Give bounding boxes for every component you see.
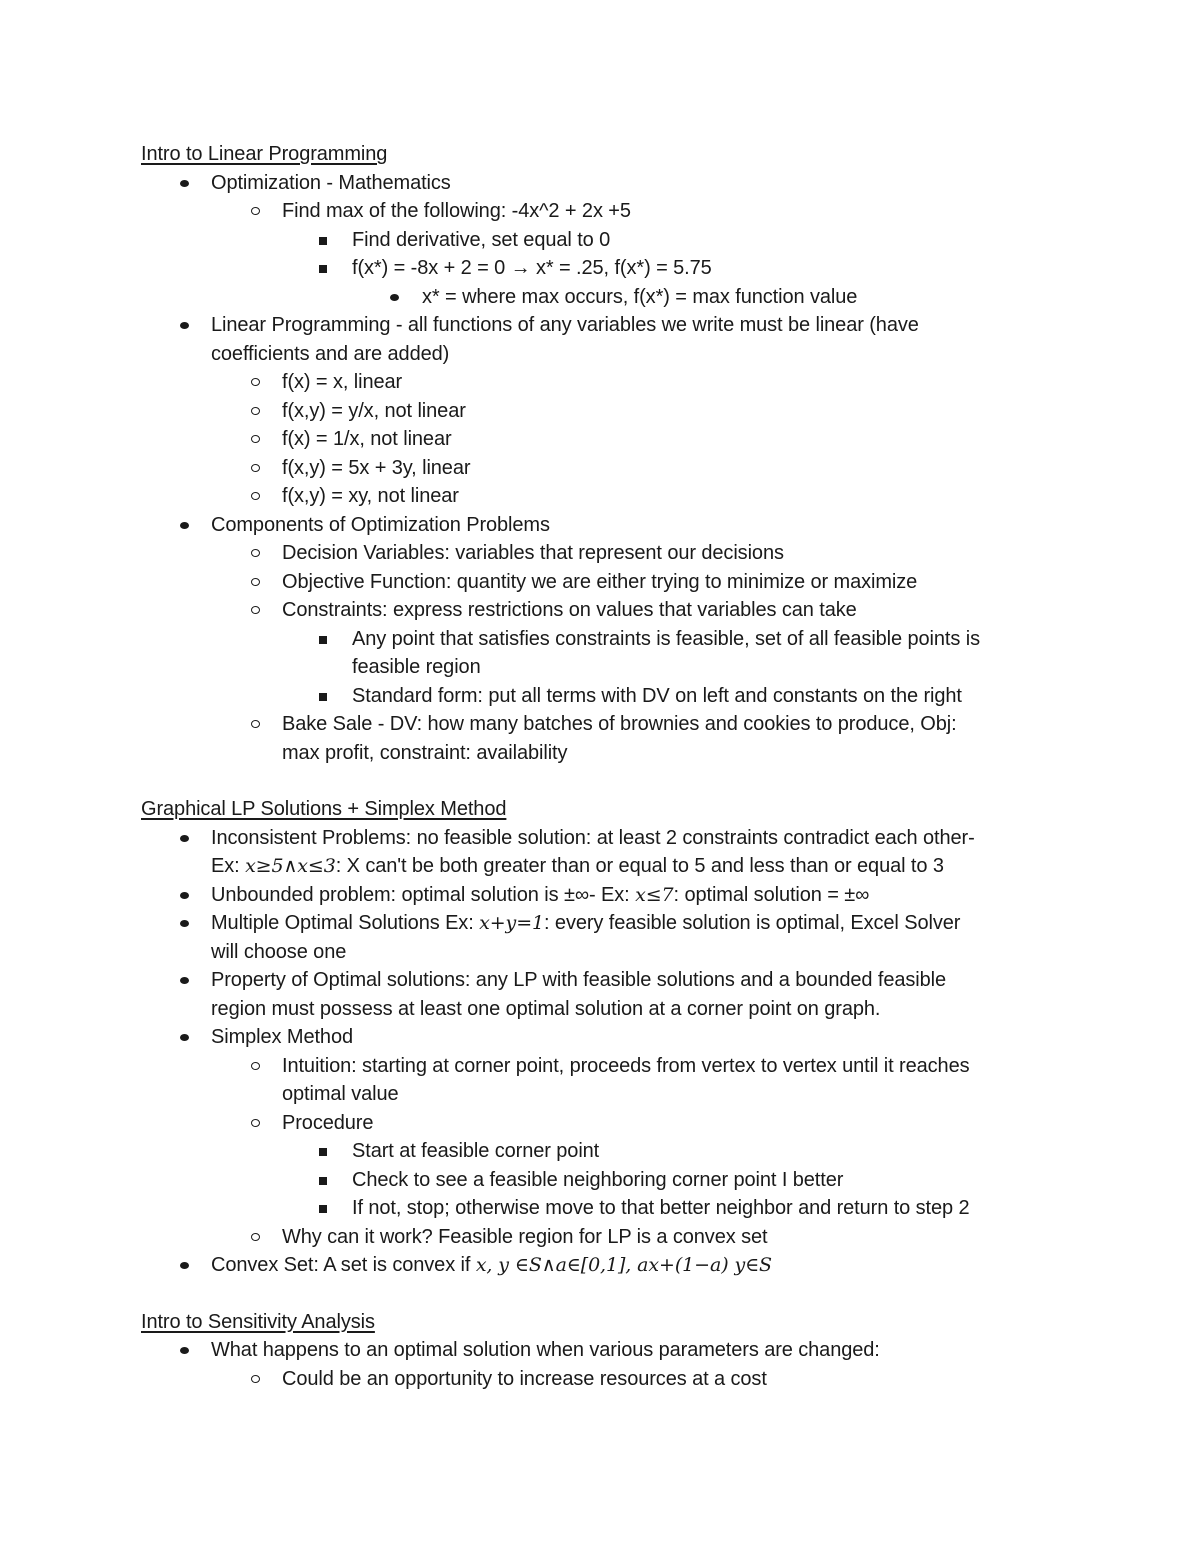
list-item: Linear Programming - all functions of any variables we write must be linear (have bbox=[211, 314, 919, 336]
section-heading-graphical-lp: Graphical LP Solutions + Simplex Method bbox=[141, 798, 507, 820]
list-item: Multiple Optimal Solutions Ex: x+y=1: every feasible solution is optimal, Excel Solver bbox=[211, 912, 961, 934]
list-item-continuation: region must possess at least one optimal solution at a corner point on graph. bbox=[211, 997, 881, 1020]
list-item: f(x,y) = 5x + 3y, linear bbox=[282, 456, 471, 479]
list-item: Bake Sale - DV: how many batches of brownies and cookies to produce, Obj: bbox=[282, 713, 957, 735]
section-heading-sensitivity: Intro to Sensitivity Analysis bbox=[141, 1310, 375, 1333]
notes-page bbox=[141, 140, 1061, 1393]
list-item: Constraints: express restrictions on values that variables can take bbox=[282, 599, 857, 621]
list-item: Intuition: starting at corner point, proceeds from vertex to vertex until it reaches bbox=[282, 1054, 970, 1077]
list-item: Optimization - Mathematics bbox=[211, 171, 451, 194]
list-item: Why can it work? Feasible region for LP is a convex set bbox=[282, 1225, 768, 1248]
section-heading-intro-lp: Intro to Linear Programming bbox=[141, 143, 388, 165]
list-item: Objective Function: quantity we are either trying to minimize or maximize bbox=[282, 570, 918, 593]
list-item: f(x) = 1/x, not linear bbox=[282, 428, 452, 450]
list-item: Convex Set: A set is convex if x, y ∈S∧a∈[0,1], ax+(1−a) y∈S bbox=[211, 1254, 772, 1276]
list-item-continuation: will choose one bbox=[211, 940, 347, 963]
list-item-continuation: feasible region bbox=[352, 656, 481, 678]
list-item: If not, stop; otherwise move to that better neighbor and return to step 2 bbox=[352, 1197, 970, 1219]
list-item-continuation: max profit, constraint: availability bbox=[282, 741, 568, 764]
list-item: Could be an opportunity to increase resources at a cost bbox=[282, 1367, 767, 1390]
list-item: Unbounded problem: optimal solution is ±∞- Ex: x≤7: optimal solution = ±∞ bbox=[211, 883, 870, 906]
list-item: Any point that satisfies constraints is feasible, set of all feasible points is bbox=[352, 627, 980, 650]
list-item: Find max of the following: -4x^2 + 2x +5 bbox=[282, 200, 631, 222]
list-item: x* = where max occurs, f(x*) = max function value bbox=[422, 285, 858, 308]
math-expression: x≥5∧x≤3 bbox=[245, 855, 336, 877]
list-item: Components of Optimization Problems bbox=[211, 513, 550, 536]
math-expression: x≤7 bbox=[635, 883, 674, 906]
list-item: f(x) = x, linear bbox=[282, 371, 403, 393]
math-expression: x, y ∈S∧a∈[0,1], ax+(1−a) y∈S bbox=[475, 1254, 772, 1276]
list-item: Start at feasible corner point bbox=[352, 1140, 600, 1162]
list-item: Inconsistent Problems: no feasible solution: at least 2 constraints contradict each other- bbox=[211, 826, 975, 849]
list-item: Property of Optimal solutions: any LP with feasible solutions and a bounded feasible bbox=[211, 969, 947, 991]
list-item: Find derivative, set equal to 0 bbox=[352, 228, 611, 251]
list-item: Standard form: put all terms with DV on left and constants on the right bbox=[352, 684, 962, 707]
list-item: f(x*) = -8x + 2 = 0 → x* = .25, f(x*) = 5.75 bbox=[352, 257, 712, 279]
list-item: Decision Variables: variables that represent our decisions bbox=[282, 542, 784, 564]
list-item-continuation: optimal value bbox=[282, 1083, 399, 1105]
list-item: Procedure bbox=[282, 1111, 374, 1134]
list-item: Simplex Method bbox=[211, 1026, 353, 1048]
list-item: Check to see a feasible neighboring corner point I better bbox=[352, 1168, 844, 1191]
list-item: What happens to an optimal solution when various parameters are changed: bbox=[211, 1339, 880, 1361]
list-item: f(x,y) = xy, not linear bbox=[282, 485, 459, 507]
list-item-continuation: coefficients and are added) bbox=[211, 342, 450, 365]
math-expression: x+y=1 bbox=[479, 912, 545, 934]
list-item: f(x,y) = y/x, not linear bbox=[282, 399, 466, 422]
list-item-continuation: Ex: x≥5∧x≤3: X can't be both greater than or equal to 5 and less than or equal to 3 bbox=[211, 855, 944, 877]
